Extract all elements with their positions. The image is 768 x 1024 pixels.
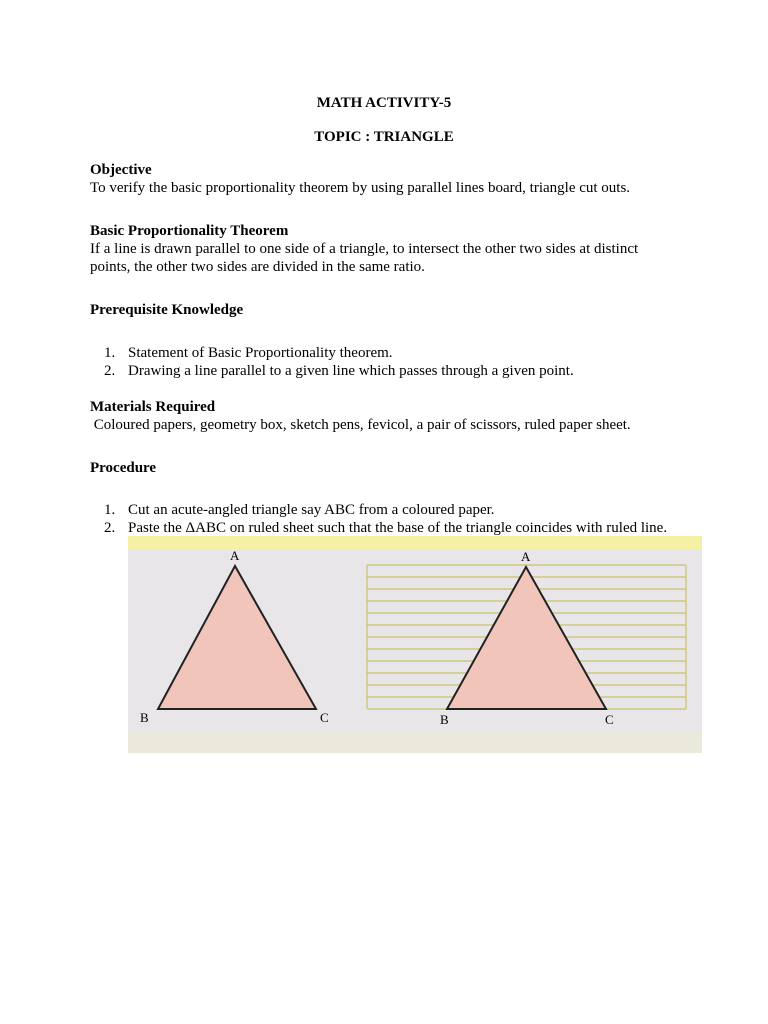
left-vertex-c-label: C: [320, 710, 329, 725]
triangle-figure: [128, 536, 702, 753]
list-number: 1.: [104, 345, 116, 361]
prerequisite-heading: [90, 301, 690, 319]
list-number: 1.: [104, 502, 116, 518]
right-vertex-b-label: B: [440, 712, 449, 727]
objective-text: To verify the basic proportionality theorem by using parallel lines board, triangle cut outs.: [90, 180, 631, 196]
procedure-list: [90, 501, 730, 537]
materials-heading: Materials Required: [90, 399, 216, 415]
list-number: 2.: [104, 520, 116, 536]
objective-section: [90, 161, 690, 197]
list-text: Drawing a line parallel to a given line which passes through a given point.: [128, 363, 574, 379]
figure-top-highlight: [128, 536, 702, 550]
list-item: [90, 362, 690, 380]
topic-title: TOPIC : TRIANGLE: [314, 129, 454, 145]
right-vertex-a-label: A: [521, 549, 531, 564]
prerequisite-list: [90, 344, 690, 380]
procedure-heading-text: Procedure: [90, 460, 157, 476]
left-vertex-b-label: B: [140, 710, 149, 725]
list-item: [90, 344, 690, 362]
list-text: Cut an acute-angled triangle say ABC from a coloured paper.: [128, 502, 495, 518]
procedure-heading: [90, 459, 690, 477]
bpt-heading: Basic Proportionality Theorem: [90, 223, 289, 239]
page-title: MATH ACTIVITY-5: [316, 95, 452, 111]
left-vertex-a-label: A: [230, 548, 240, 563]
objective-heading: Objective: [90, 162, 152, 178]
list-item: [90, 519, 730, 537]
figure-bottom-shade: [128, 731, 702, 753]
list-text: Statement of Basic Proportionality theorem.: [128, 345, 393, 361]
triangle-figure-svg: [128, 536, 702, 753]
right-vertex-c-label: C: [605, 712, 614, 727]
list-text: Paste the ΔABC on ruled sheet such that the base of the triangle coincides with ruled line.: [128, 520, 668, 536]
prerequisite-heading-text: Prerequisite Knowledge: [90, 302, 244, 318]
bpt-text-line-1: If a line is drawn parallel to one side of a triangle, to intersect the other two sides at distinct: [90, 241, 639, 257]
materials-section: [90, 398, 710, 434]
bpt-section: [90, 222, 730, 276]
list-number: 2.: [104, 363, 116, 379]
list-item: [90, 501, 730, 519]
materials-text: Coloured papers, geometry box, sketch pens, fevicol, a pair of scissors, ruled paper sheet.: [90, 417, 631, 433]
bpt-text-line-2: points, the other two sides are divided in the same ratio.: [90, 259, 425, 275]
